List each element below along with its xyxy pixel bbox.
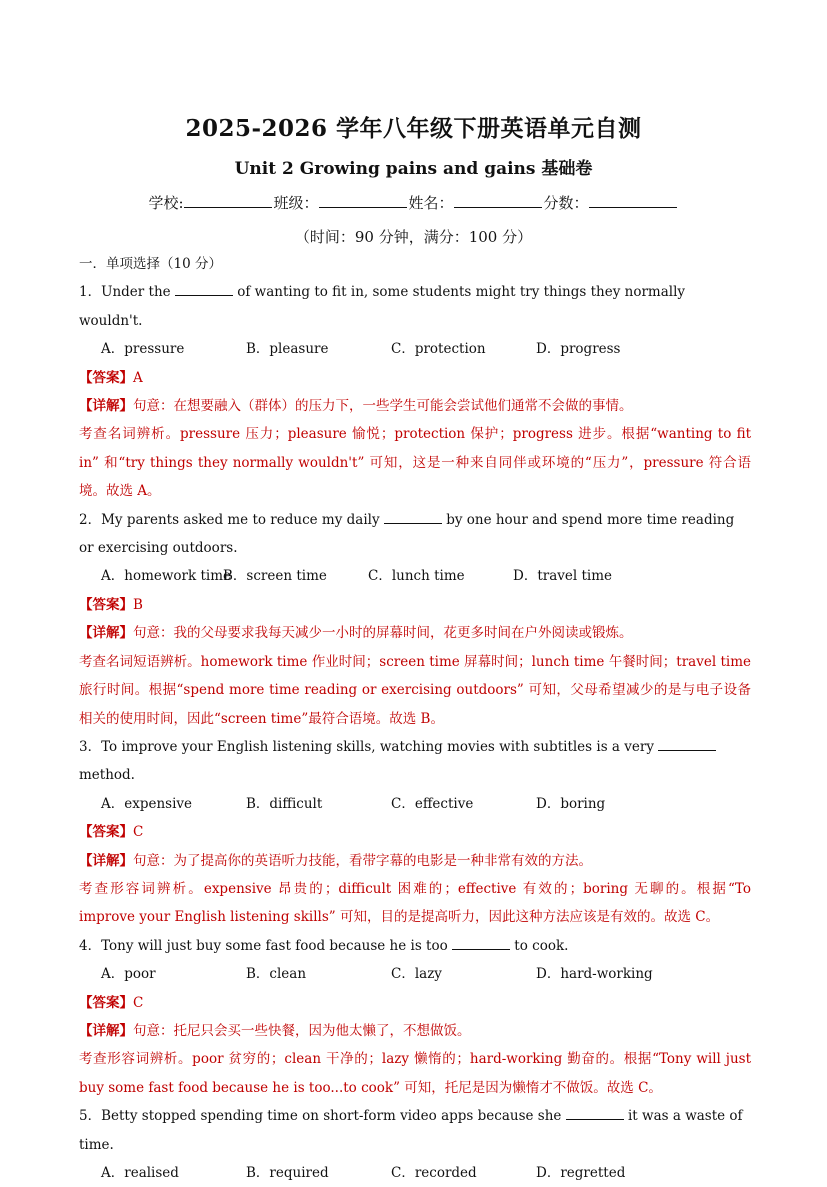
option: C．lunch time [368, 568, 465, 585]
option: C．lazy [391, 966, 442, 983]
stem-text: Betty stopped spending time on short-form video apps because she [101, 1108, 566, 1125]
question-number: 4． [79, 937, 102, 954]
analysis-text: 考查名词辨析。pressure 压力；pleasure 愉悦；protection 保护；progress 进步。根据“wanting to fit in” 和“try things they normally wouldn't” 可知，这是一种来自同伴或环境的“压力”，pressure 符合语境。故选 A。 [79, 426, 751, 500]
question-stem [79, 1102, 751, 1159]
analysis-text: 考查形容词辨析。expensive 昂贵的；difficult 困难的；effective 有效的；boring 无聊的。根据“To improve your English listening skills” 可知，目的是提高听力，因此这种方法应该是有效的。故选 C。 [79, 880, 751, 926]
detail-line [79, 392, 751, 420]
question-number: 1． [79, 284, 102, 301]
question-number: 5． [79, 1108, 102, 1125]
option: B．required [246, 1165, 329, 1181]
answer-value: C [133, 994, 144, 1011]
detail-text: 句意：在想要融入（群体）的压力下，一些学生可能会尝试他们通常不会做的事情。 [133, 398, 633, 415]
question-list [79, 250, 751, 1187]
options-row [79, 960, 751, 988]
detail-line [79, 619, 751, 647]
answer-blank [384, 511, 442, 524]
answer-line [79, 591, 751, 619]
answer-tag: 【答案】 [79, 596, 133, 613]
answer-tag: 【答案】 [79, 994, 133, 1011]
detail-text: 句意：托尼只会买一些快餐，因为他太懒了，不想做饭。 [133, 1022, 471, 1039]
question-number: 3． [79, 738, 102, 755]
options-row [79, 335, 751, 363]
detail-text: 句意：为了提高你的英语听力技能，看带字幕的电影是一种非常有效的方法。 [133, 852, 592, 869]
stem-text: method. [79, 767, 135, 784]
detail-line [79, 1017, 751, 1045]
stem-text: Under the [101, 284, 175, 301]
detail-tag: 【详解】 [79, 398, 133, 415]
option: B．pleasure [246, 341, 329, 358]
option: C．recorded [391, 1165, 477, 1181]
school-label: 学校: [148, 194, 184, 212]
options-row [79, 790, 751, 818]
detail-tag: 【详解】 [79, 1022, 133, 1039]
option: A．expensive [101, 795, 193, 812]
detail-text: 句意：我的父母要求我每天减少一小时的屏幕时间，花更多时间在户外阅读或锻炼。 [133, 625, 633, 642]
answer-tag: 【答案】 [79, 369, 133, 386]
answer-value: A [133, 369, 143, 386]
answer-line [79, 818, 751, 846]
option: A．pressure [101, 341, 185, 358]
score-label: 分数： [543, 194, 589, 212]
question-number: 2． [79, 511, 102, 528]
stem-text: Tony will just buy some fast food because he is too [101, 937, 453, 954]
option: B．screen time [223, 568, 327, 585]
answer-line [79, 364, 751, 392]
option: B．clean [246, 966, 307, 983]
option: A．homework time [101, 568, 232, 585]
stem-text: My parents asked me to reduce my daily [101, 511, 384, 528]
options-row [79, 562, 751, 590]
question-stem [79, 278, 751, 335]
stem-text: it was a waste of time. [79, 1108, 743, 1153]
option: D．regretted [536, 1165, 626, 1181]
option: D．hard-working [536, 966, 653, 983]
answer-tag: 【答案】 [79, 824, 133, 841]
analysis-text: 考查名词短语辨析。homework time 作业时间；screen time 屏幕时间；lunch time 午餐时间；travel time 旅行时间。根据“spend more time reading or exercising outdoors” 可知，父母希望减少的是与电子设备相关的使用时间，因此“screen time”最符合语境。故选 B。 [79, 653, 751, 727]
option: C．effective [391, 795, 474, 812]
question-stem [79, 733, 751, 790]
option: B．difficult [246, 795, 323, 812]
time-note: （时间：90 分钟，满分：100 分） [294, 228, 533, 246]
detail-tag: 【详解】 [79, 625, 133, 642]
question-stem [79, 932, 751, 960]
answer-blank [658, 738, 716, 751]
option: D．travel time [513, 568, 613, 585]
answer-value: B [133, 596, 143, 613]
page-title: 2025-2026 学年八年级下册英语单元自测 [185, 115, 642, 142]
school-blank [184, 193, 272, 208]
answer-line [79, 989, 751, 1017]
detail-line [79, 847, 751, 875]
stem-text: to cook. [510, 937, 569, 954]
analysis-text: 考查形容词辨析。poor 贫穷的；clean 干净的；lazy 懒惰的；hard-working 勤奋的。根据“Tony will just buy some fast food because he is too...to cook” 可知，托尼是因为懒惰才不做饭。故选 C。 [79, 1051, 751, 1096]
detail-tag: 【详解】 [79, 852, 133, 869]
class-label: 班级： [273, 194, 319, 212]
question-stem [79, 506, 751, 563]
answer-blank [452, 937, 510, 950]
answer-blank [566, 1107, 624, 1120]
page-subtitle: Unit 2 Growing pains and gains 基础卷 [234, 159, 593, 179]
stem-text: by one hour and spend more time reading or exercising outdoors. [79, 511, 735, 557]
option: A．poor [101, 966, 156, 983]
option: C．protection [391, 341, 486, 358]
class-blank [319, 193, 407, 208]
name-blank [454, 193, 542, 208]
student-info-line [0, 192, 827, 213]
stem-text: of wanting to fit in, some students might try things they normally wouldn't. [79, 284, 686, 329]
option: A．realised [101, 1165, 179, 1181]
stem-text: To improve your English listening skills, watching movies with subtitles is a very [101, 738, 659, 755]
score-blank [589, 193, 677, 208]
option: D．progress [536, 341, 621, 358]
name-label: 姓名： [408, 194, 454, 212]
option: D．boring [536, 795, 606, 812]
options-row [79, 1159, 751, 1187]
answer-blank [175, 283, 233, 296]
answer-value: C [133, 824, 144, 841]
section-heading: 一．单项选择（10 分） [79, 256, 222, 272]
